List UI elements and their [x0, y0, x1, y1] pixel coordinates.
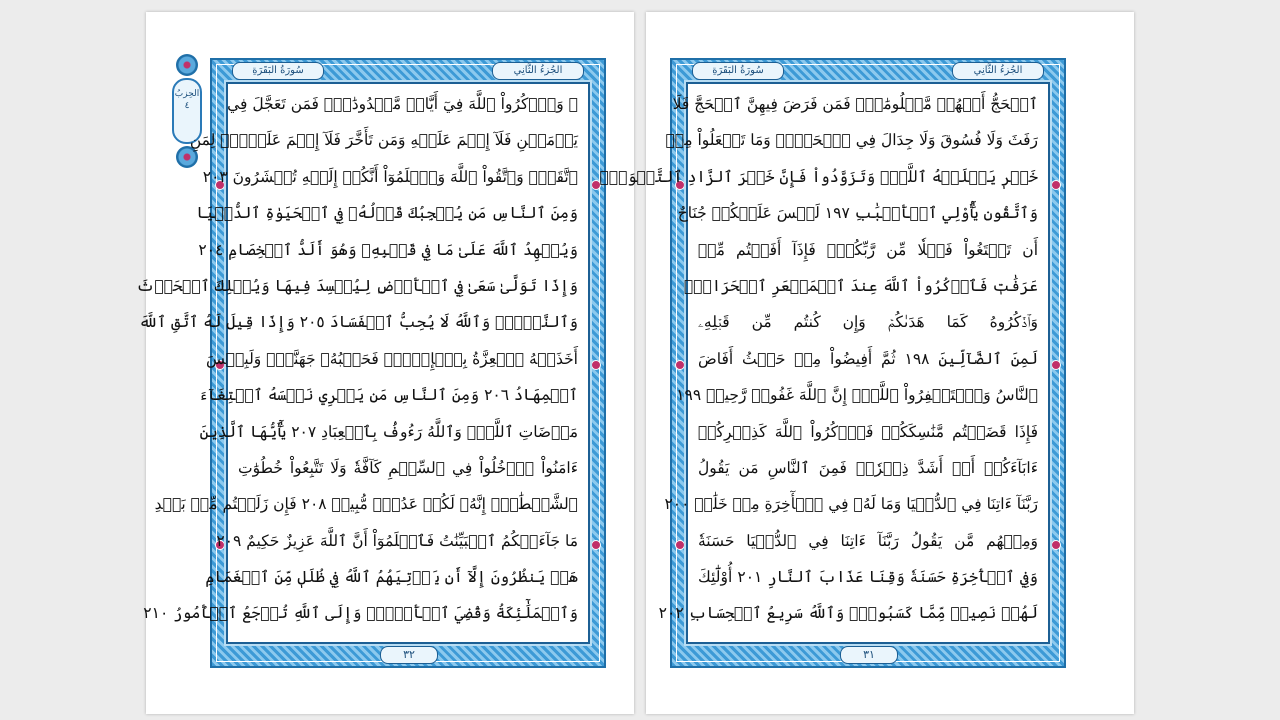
verse-line: وَٱلنَّسۡلَۚ وَٱللَّهُ لَا يُحِبُّ ٱلۡفَسَادَ ٢٠٥ وَإِذَا قِيلَ لَهُ ٱتَّقِ ٱللَّهَ: [138, 313, 578, 332]
verse-line: ٱلۡمِهَادُ ٢٠٦ وَمِنَ ٱلنَّاسِ مَن يَشۡرِي نَفۡسَهُ ٱبۡتِغَآءَ: [198, 386, 578, 405]
page-number: ٣٢: [380, 646, 438, 664]
verse-line: وَٱتَّقُونِ يَٰٓأُوْلِي ٱلۡأَلۡبَٰبِ ١٩٧ لَيۡسَ عَلَيۡكُمۡ جُنَاحٌ: [677, 204, 1038, 223]
verse-line: وَيُشۡهِدُ ٱللَّهَ عَلَىٰ مَا فِي قَلۡبِهِۦ وَهُوَ أَلَدُّ ٱلۡخِصَامِ ٢٠٤: [198, 240, 578, 259]
verse-line: مَا جَآءَتۡكُمُ ٱلۡبَيِّنَٰتُ فَٱعۡلَمُوٓاْ أَنَّ ٱللَّهَ عَزِيزٌ حَكِيمٌ ٢٠٩: [216, 531, 578, 550]
verse-line: وَمِنۡهُم مَّن يَقُولُ رَبَّنَآ ءَاتِنَا فِي ٱلدُّنۡيَا حَسَنَةٗ: [698, 531, 1038, 550]
verse-lines: [599, 86, 1042, 640]
verse-line: مَرۡضَاتِ ٱللَّهِۚ وَٱللَّهُ رَءُوفُۢ بِٱلۡعِبَادِ ٢٠٧ يَٰٓأَيُّهَا ٱلَّذِينَ: [199, 422, 578, 441]
verse-line: ءَامَنُواْ ٱدۡخُلُواْ فِي ٱلسِّلۡمِ كَآفَّةٗ وَلَا تَتَّبِعُواْ خُطُوَٰتِ: [238, 458, 578, 477]
rosette-icon: [591, 360, 601, 370]
verse-line: ٱلشَّيۡطَٰنِۚ إِنَّهُۥ لَكُمۡ عَدُوّٞ مُّبِينٞ ٢٠٨ فَإِن زَلَلۡتُم مِّنۢ بَعۡدِ: [154, 495, 578, 514]
rosette-icon: [675, 540, 685, 550]
rosette-icon: [591, 540, 601, 550]
verse-line: لَمِنَ ٱلضَّآلِّينَ ١٩٨ ثُمَّ أَفِيضُواْ مِنۡ حَيۡثُ أَفَاضَ: [698, 349, 1038, 368]
hizb-ornament-top-icon: [176, 54, 198, 76]
surah-header: سُورَةُ البَقَرَةِ: [232, 62, 324, 80]
page-number: ٣١: [840, 646, 898, 664]
hizb-label: الحِزبُ: [174, 89, 200, 99]
verse-line: ٱلنَّاسُ وَٱسۡتَغۡفِرُواْ ٱللَّهَۚ إِنَّ ٱللَّهَ غَفُورٞ رَّحِيمٞ ١٩٩: [676, 386, 1038, 405]
verse-line: لَهُمۡ نَصِيبٞ مِّمَّا كَسَبُواْۚ وَٱللَّهُ سَرِيعُ ٱلۡحِسَابِ ٢٠٢: [658, 604, 1038, 623]
text-area: [599, 82, 1050, 644]
verse-line: وَٱذۡكُرُوهُ كَمَا هَدَىٰكُمۡ وَإِن كُنتُم مِّن قَبۡلِهِۦ: [698, 313, 1038, 332]
verse-line: وَفِي ٱلۡأٓخِرَةِ حَسَنَةٗ وَقِنَا عَذَابَ ٱلنَّارِ ٢٠١ أُوْلَٰٓئِكَ: [698, 568, 1038, 587]
surah-header: سُورَةُ البَقَرَةِ: [692, 62, 784, 80]
hizb-number: ٤: [184, 101, 190, 111]
mushaf-page-left[interactable]: [136, 12, 634, 714]
verse-line: ٱتَّقَىٰۗ وَٱتَّقُواْ ٱللَّهَ وَٱعۡلَمُوٓاْ أَنَّكُمۡ إِلَيۡهِ تُحۡشَرُونَ ٢٠٣: [202, 167, 578, 186]
verse-line: أَن تَبۡتَغُواْ فَضۡلٗا مِّن رَّبِّكُمۡۚ فَإِذَآ أَفَضۡتُم مِّنۡ: [698, 240, 1038, 259]
verse-line: وَٱلۡمَلَٰٓئِكَةُ وَقُضِيَ ٱلۡأَمۡرُۚ وَإِلَى ٱللَّهِ تُرۡجَعُ ٱلۡأُمُورُ ٢١٠: [143, 604, 578, 623]
rosette-icon: [675, 360, 685, 370]
verse-line: ۞ وَٱذۡكُرُواْ ٱللَّهَ فِيٓ أَيَّامٖ مَّعۡدُودَٰتٖۚ فَمَن تَعَجَّلَ فِي: [227, 95, 578, 113]
verse-line: رَفَثَ وَلَا فُسُوقَ وَلَا جِدَالَ فِي ٱلۡحَجِّۗ وَمَا تَفۡعَلُواْ مِنۡ: [665, 131, 1038, 150]
verse-line: ٱلۡحَجُّ أَشۡهُرٞ مَّعۡلُومَٰتٞۚ فَمَن فَرَضَ فِيهِنَّ ٱلۡحَجَّ فَلَا: [672, 95, 1038, 113]
juz-header: الجُزءُ الثَّانِي: [952, 62, 1044, 80]
verse-line: وَإِذَا تَوَلَّىٰ سَعَىٰ فِي ٱلۡأَرۡضِ لِيُفۡسِدَ فِيهَا وَيُهۡلِكَ ٱلۡحَرۡثَ: [136, 276, 578, 295]
mushaf-page-right[interactable]: [599, 12, 1134, 714]
rosette-icon: [1051, 360, 1061, 370]
verse-line: رَبَّنَآ ءَاتِنَا فِي ٱلدُّنۡيَا وَمَا لَهُۥ فِي ٱلۡأٓخِرَةِ مِنۡ خَلَٰقٖ ٢٠٠: [664, 495, 1038, 514]
rosette-icon: [1051, 180, 1061, 190]
verse-line: يَوۡمَيۡنِ فَلَآ إِثۡمَ عَلَيۡهِ وَمَن تَأَخَّرَ فَلَآ إِثۡمَ عَلَيۡهِۖ لِمَنِ: [189, 131, 578, 150]
verse-line: خَيۡرٖ يَعۡلَمۡهُ ٱللَّهُۗ وَتَزَوَّدُواْ فَإِنَّ خَيۡرَ ٱلزَّادِ ٱلتَّقۡوَىٰۖ: [599, 167, 1038, 186]
ornamental-frame: [599, 58, 1066, 668]
verse-line: وَمِنَ ٱلنَّاسِ مَن يُعۡجِبُكَ قَوۡلُهُۥ فِي ٱلۡحَيَوٰةِ ٱلدُّنۡيَا: [196, 204, 578, 223]
verse-line: أَخَذَتۡهُ ٱلۡعِزَّةُ بِٱلۡإِثۡمِۚ فَحَسۡبُهُۥ جَهَنَّمُۖ وَلَبِئۡسَ: [206, 349, 578, 368]
rosette-icon: [1051, 540, 1061, 550]
juz-header: الجُزءُ الثَّانِي: [492, 62, 584, 80]
verse-line: فَإِذَا قَضَيۡتُم مَّنَٰسِكَكُمۡ فَٱذۡكُرُواْ ٱللَّهَ كَذِكۡرِكُمۡ: [698, 422, 1038, 441]
verse-line: هَلۡ يَنظُرُونَ إِلَّآ أَن يَأۡتِيَهُمُ ٱللَّهُ فِي ظُلَلٖ مِّنَ ٱلۡغَمَامِ: [205, 568, 578, 587]
verse-line: ءَابَآءَكُمۡ أَوۡ أَشَدَّ ذِكۡرٗاۗ فَمِنَ ٱلنَّاسِ مَن يَقُولُ: [698, 458, 1038, 477]
verse-line: عَرَفَٰتٖ فَٱذۡكُرُواْ ٱللَّهَ عِندَ ٱلۡمَشۡعَرِ ٱلۡحَرَامِۖ: [683, 276, 1038, 295]
